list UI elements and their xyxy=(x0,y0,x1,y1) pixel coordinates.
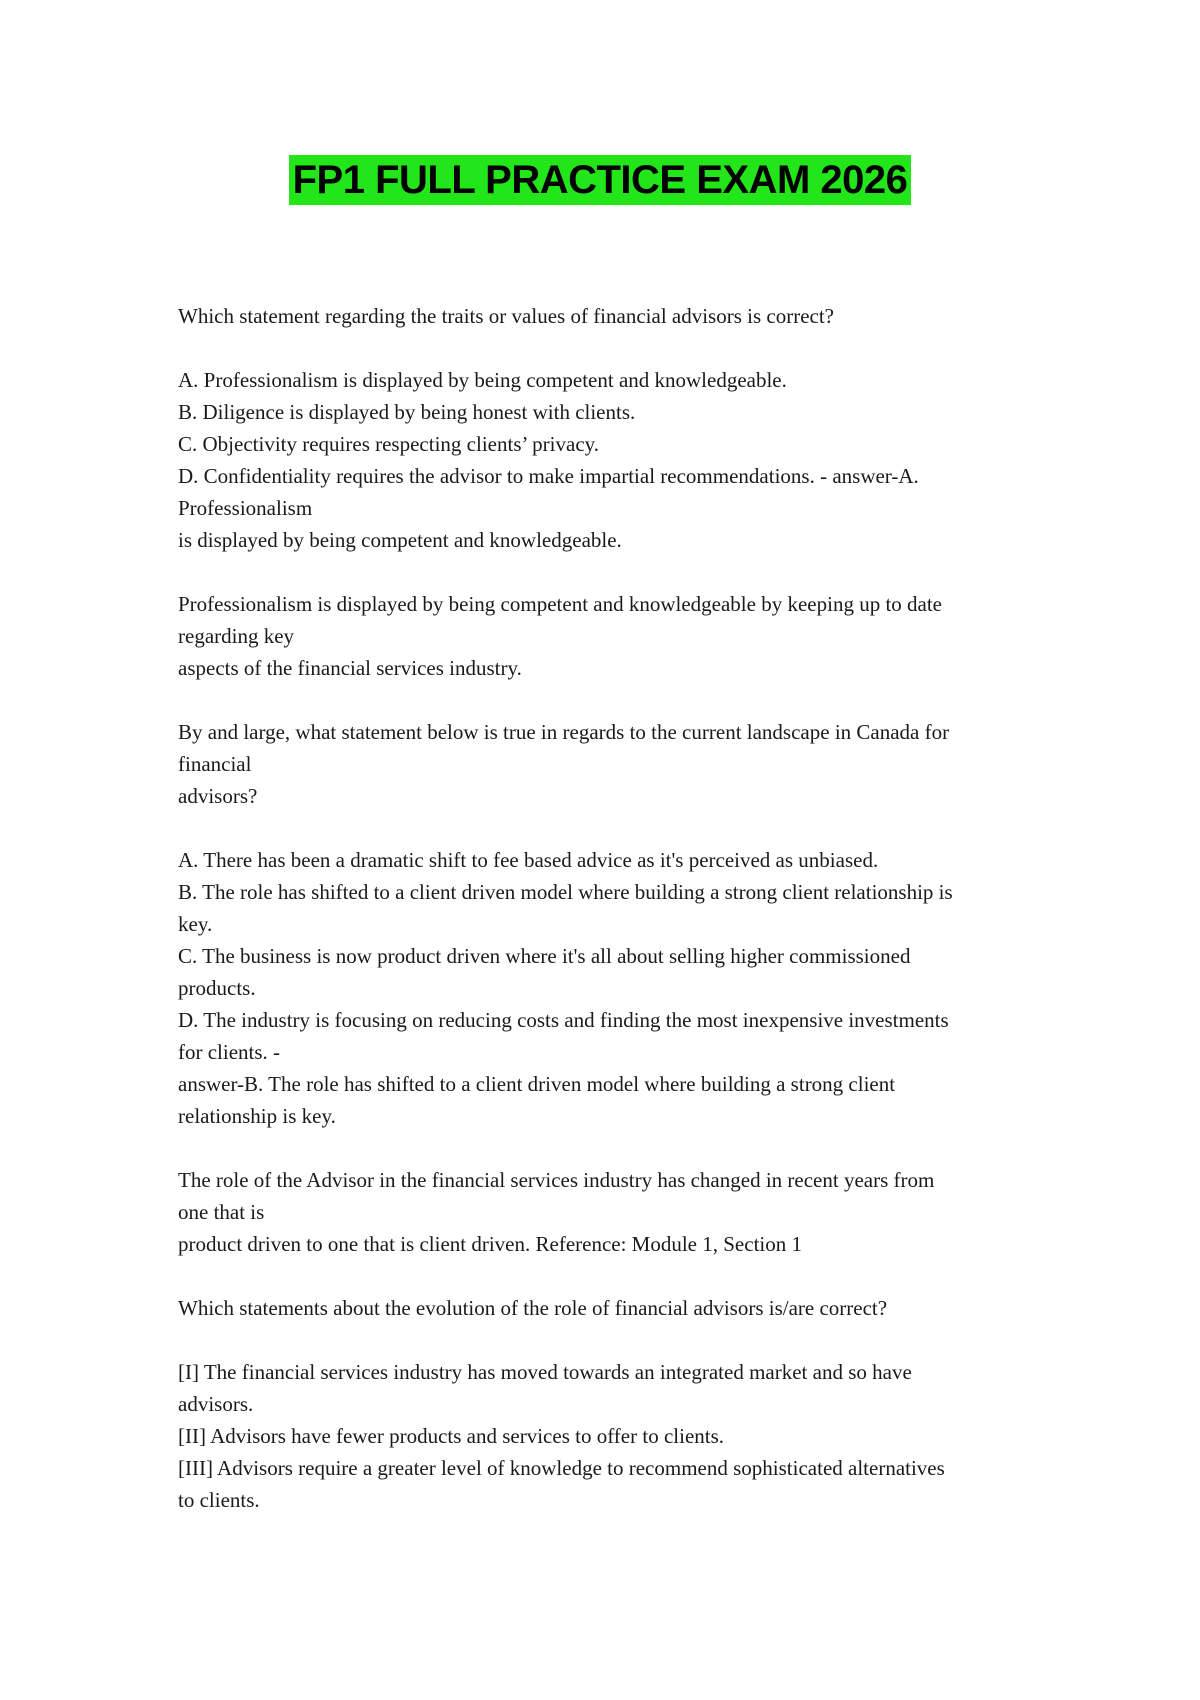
paragraph-gap xyxy=(178,332,1038,364)
text-line: answer-B. The role has shifted to a client driven model where building a strong client xyxy=(178,1072,896,1096)
text-line: C. Objectivity requires respecting clients’ privacy. xyxy=(178,432,600,456)
question-2 xyxy=(178,716,1038,812)
text-line: [II] Advisors have fewer products and services to offer to clients. xyxy=(178,1424,725,1448)
question-1-options xyxy=(178,364,1038,556)
text-line: products. xyxy=(178,976,256,1000)
text-line: [III] Advisors require a greater level of knowledge to recommend sophisticated alternatives xyxy=(178,1456,945,1480)
text-line: The role of the Advisor in the financial services industry has changed in recent years from xyxy=(178,1168,935,1192)
paragraph-gap xyxy=(178,684,1038,716)
text-line: B. The role has shifted to a client driven model where building a strong client relationship is xyxy=(178,880,953,904)
question-1 xyxy=(178,300,1038,332)
document-body xyxy=(178,300,1038,1516)
question-3 xyxy=(178,1292,1038,1324)
paragraph-gap xyxy=(178,1132,1038,1164)
text-line: is displayed by being competent and knowledgeable. xyxy=(178,528,622,552)
text-line: A. There has been a dramatic shift to fee based advice as it's perceived as unbiased. xyxy=(178,848,879,872)
text-line: financial xyxy=(178,752,252,776)
text-line: Professionalism is displayed by being competent and knowledgeable by keeping up to date xyxy=(178,592,942,616)
text-line: product driven to one that is client driven. Reference: Module 1, Section 1 xyxy=(178,1232,802,1256)
text-line: D. The industry is focusing on reducing costs and finding the most inexpensive investments xyxy=(178,1008,949,1032)
text-line: C. The business is now product driven where it's all about selling higher commissioned xyxy=(178,944,911,968)
text-line: advisors. xyxy=(178,1392,254,1416)
paragraph-gap xyxy=(178,812,1038,844)
question-1-explanation xyxy=(178,588,1038,684)
text-line: D. Confidentiality requires the advisor to make impartial recommendations. - answer-A. xyxy=(178,464,919,488)
text-line: regarding key xyxy=(178,624,295,648)
text-line: Which statements about the evolution of the role of financial advisors is/are correct? xyxy=(178,1296,888,1320)
text-line: to clients. xyxy=(178,1488,260,1512)
paragraph-gap xyxy=(178,556,1038,588)
title-container xyxy=(0,155,1200,205)
text-line: [I] The financial services industry has moved towards an integrated market and so have xyxy=(178,1360,912,1384)
text-line: By and large, what statement below is true in regards to the current landscape in Canada for xyxy=(178,720,950,744)
text-line: relationship is key. xyxy=(178,1104,336,1128)
text-line: Professionalism xyxy=(178,496,313,520)
text-line: aspects of the financial services industry. xyxy=(178,656,522,680)
paragraph-gap xyxy=(178,1324,1038,1356)
page-title: FP1 FULL PRACTICE EXAM 2026 xyxy=(289,155,912,205)
text-line: A. Professionalism is displayed by being competent and knowledgeable. xyxy=(178,368,787,392)
question-3-statements xyxy=(178,1356,1038,1516)
question-2-options xyxy=(178,844,1038,1132)
paragraph-gap xyxy=(178,1260,1038,1292)
question-2-explanation xyxy=(178,1164,1038,1260)
text-line: key. xyxy=(178,912,213,936)
text-line: Which statement regarding the traits or values of financial advisors is correct? xyxy=(178,304,835,328)
text-line: one that is xyxy=(178,1200,265,1224)
text-line: advisors? xyxy=(178,784,258,808)
text-line: for clients. - xyxy=(178,1040,281,1064)
text-line: B. Diligence is displayed by being honest with clients. xyxy=(178,400,636,424)
